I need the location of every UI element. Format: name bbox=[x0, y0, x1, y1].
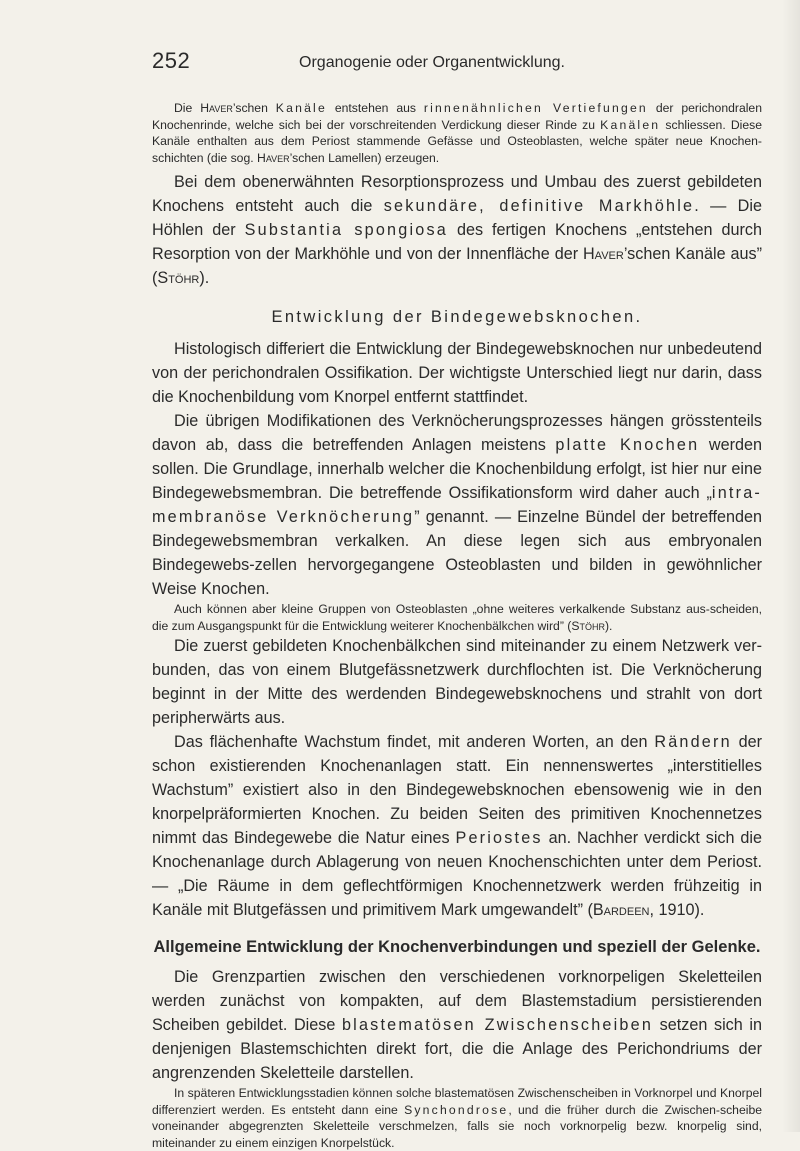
paragraph-growth: Das flächenhafte Wachstum findet, mit anderen Worten, an den Rändern der schon existierenden Knochenanlagen statt. Ein nennenswertes „interstitielles Wachstum” existiert also in den Bindegewebsknochen ebensowenig wie in den knorpelpräformierten Knochen. Zu beiden Seiten des primitiven Knochennetzes nimmt das Bindegewebe die Natur eines Periostes an. Nachher verdickt sich die Knochenanlage durch Ablagerung von neuen Knochenschichten unter dem Periost. — „Die Räume in dem geflechtförmigen Knochennetzwerk werden frühzeitig in Kanäle mit Blutgefässen und primitivem Mark umgewandelt” (Bardeen, 1910). bbox=[152, 733, 762, 919]
paragraph-osteoblast-groups: Auch können aber kleine Gruppen von Osteoblasten „ohne weiteres verkalkende Substanz aus-scheiden, die zum Ausgangspunkt für die Entwicklung weiterer Knochenbälkchen wird” (Stöhr). bbox=[152, 602, 762, 633]
section-heading-bindegewebsknochen: Entwicklung der Bindegewebsknochen. bbox=[271, 308, 643, 326]
paragraph-synchondrose: In späteren Entwicklungsstadien können solche blastematösen Zwischenscheiben in Vorknorpel und Knorpel differenziert werden. Es entsteht dann eine Synchondrose, und die früher durch die Zwischen-scheibe voneinander abgegrenzten Skeletteile verschmelzen, falls sie noch vorknorpelig bezw. knorpelig sind, miteinander zu einem einzigen Knorpelstück. bbox=[152, 1086, 763, 1150]
running-title: Organogenie oder Organentwicklung. bbox=[299, 54, 565, 71]
section-heading-gelenke: Allgemeine Entwicklung der Knochenverbindungen und speziell der Gelenke. bbox=[153, 938, 761, 956]
paragraph-resorption: Bei dem obenerwähnten Resorptionsprozess und Umbau des zuerst gebildeten Knochens entsteht auch die sekundäre, definitive Markhöhle. — Die Höhlen der Substantia spongiosa des fertigen Knochens „entstehen durch Resorption von der Markhöhle und von der Innenfläche der Haver’schen Kanäle aus” (Stöhr). bbox=[152, 173, 763, 287]
page-number: 252 bbox=[152, 48, 191, 73]
paragraph-boundary-zones: Die Grenzpartien zwischen den verschiedenen vorknorpeligen Skeletteilen werden zunächst von kompakten, auf dem Blastemstadium persistierenden Scheiben gebildet. Diese blastematösen Zwischenscheiben setzen sich in denjenigen Blastemschichten direkt fort, die die Anlage des Perichondriums der angrenzenden Skeletteile darstellen. bbox=[152, 968, 762, 1082]
paragraph-histology: Histologisch differiert die Entwicklung der Bindegewebsknochen nur unbedeutend von der perichondralen Ossifikation. Der wichtigste Unterschied liegt nur darin, dass die Knochenbildung vom Knorpel entfernt stattfindet. bbox=[152, 340, 762, 406]
running-head bbox=[152, 48, 712, 80]
paragraph-network: Die zuerst gebildeten Knochenbälkchen sind miteinander zu einem Netzwerk ver-bunden, das von einem Blutgefässnetzwerk durchflochten ist. Die Verknöcherung beginnt in der Mitte des werdenden Bindegewebsknochens und strahlt von dort peripherwärts aus. bbox=[152, 637, 762, 727]
page-edge-shadow bbox=[782, 0, 800, 1132]
page-body bbox=[152, 100, 762, 1151]
paragraph-haver-canals: Die Haver’schen Kanäle entstehen aus rinnenähnlichen Vertiefungen der perichondralen Knochenrinde, welche sich bei der vorschreitenden Verdickung dieser Rinde zu Kanälen schliessen. Diese Kanäle enthalten aus dem Periost stammende Gefässe und Osteoblasten, welche später neue Knochen-schichten (die sog. Haver’schen Lamellen) erzeugen. bbox=[152, 101, 762, 165]
paragraph-modifications: Die übrigen Modifikationen des Verknöcherungsprozesses hängen grösstenteils davon ab, dass die betreffenden Anlagen meistens platte Knochen werden sollen. Die Grundlage, innerhalb welcher die Knochenbildung erfolgt, ist hier nur eine Bindegewebsmembran. Die betreffende Ossifikationsform wird daher auch „intra-membranöse Verknöcherung” genannt. — Einzelne Bündel der betreffenden Bindegewebsmembran verkalken. An diese legen sich aus embryonalen Bindegewebs-zellen hervorgegangene Osteoblasten und bilden in gewöhnlicher Weise Knochen. bbox=[152, 412, 762, 598]
